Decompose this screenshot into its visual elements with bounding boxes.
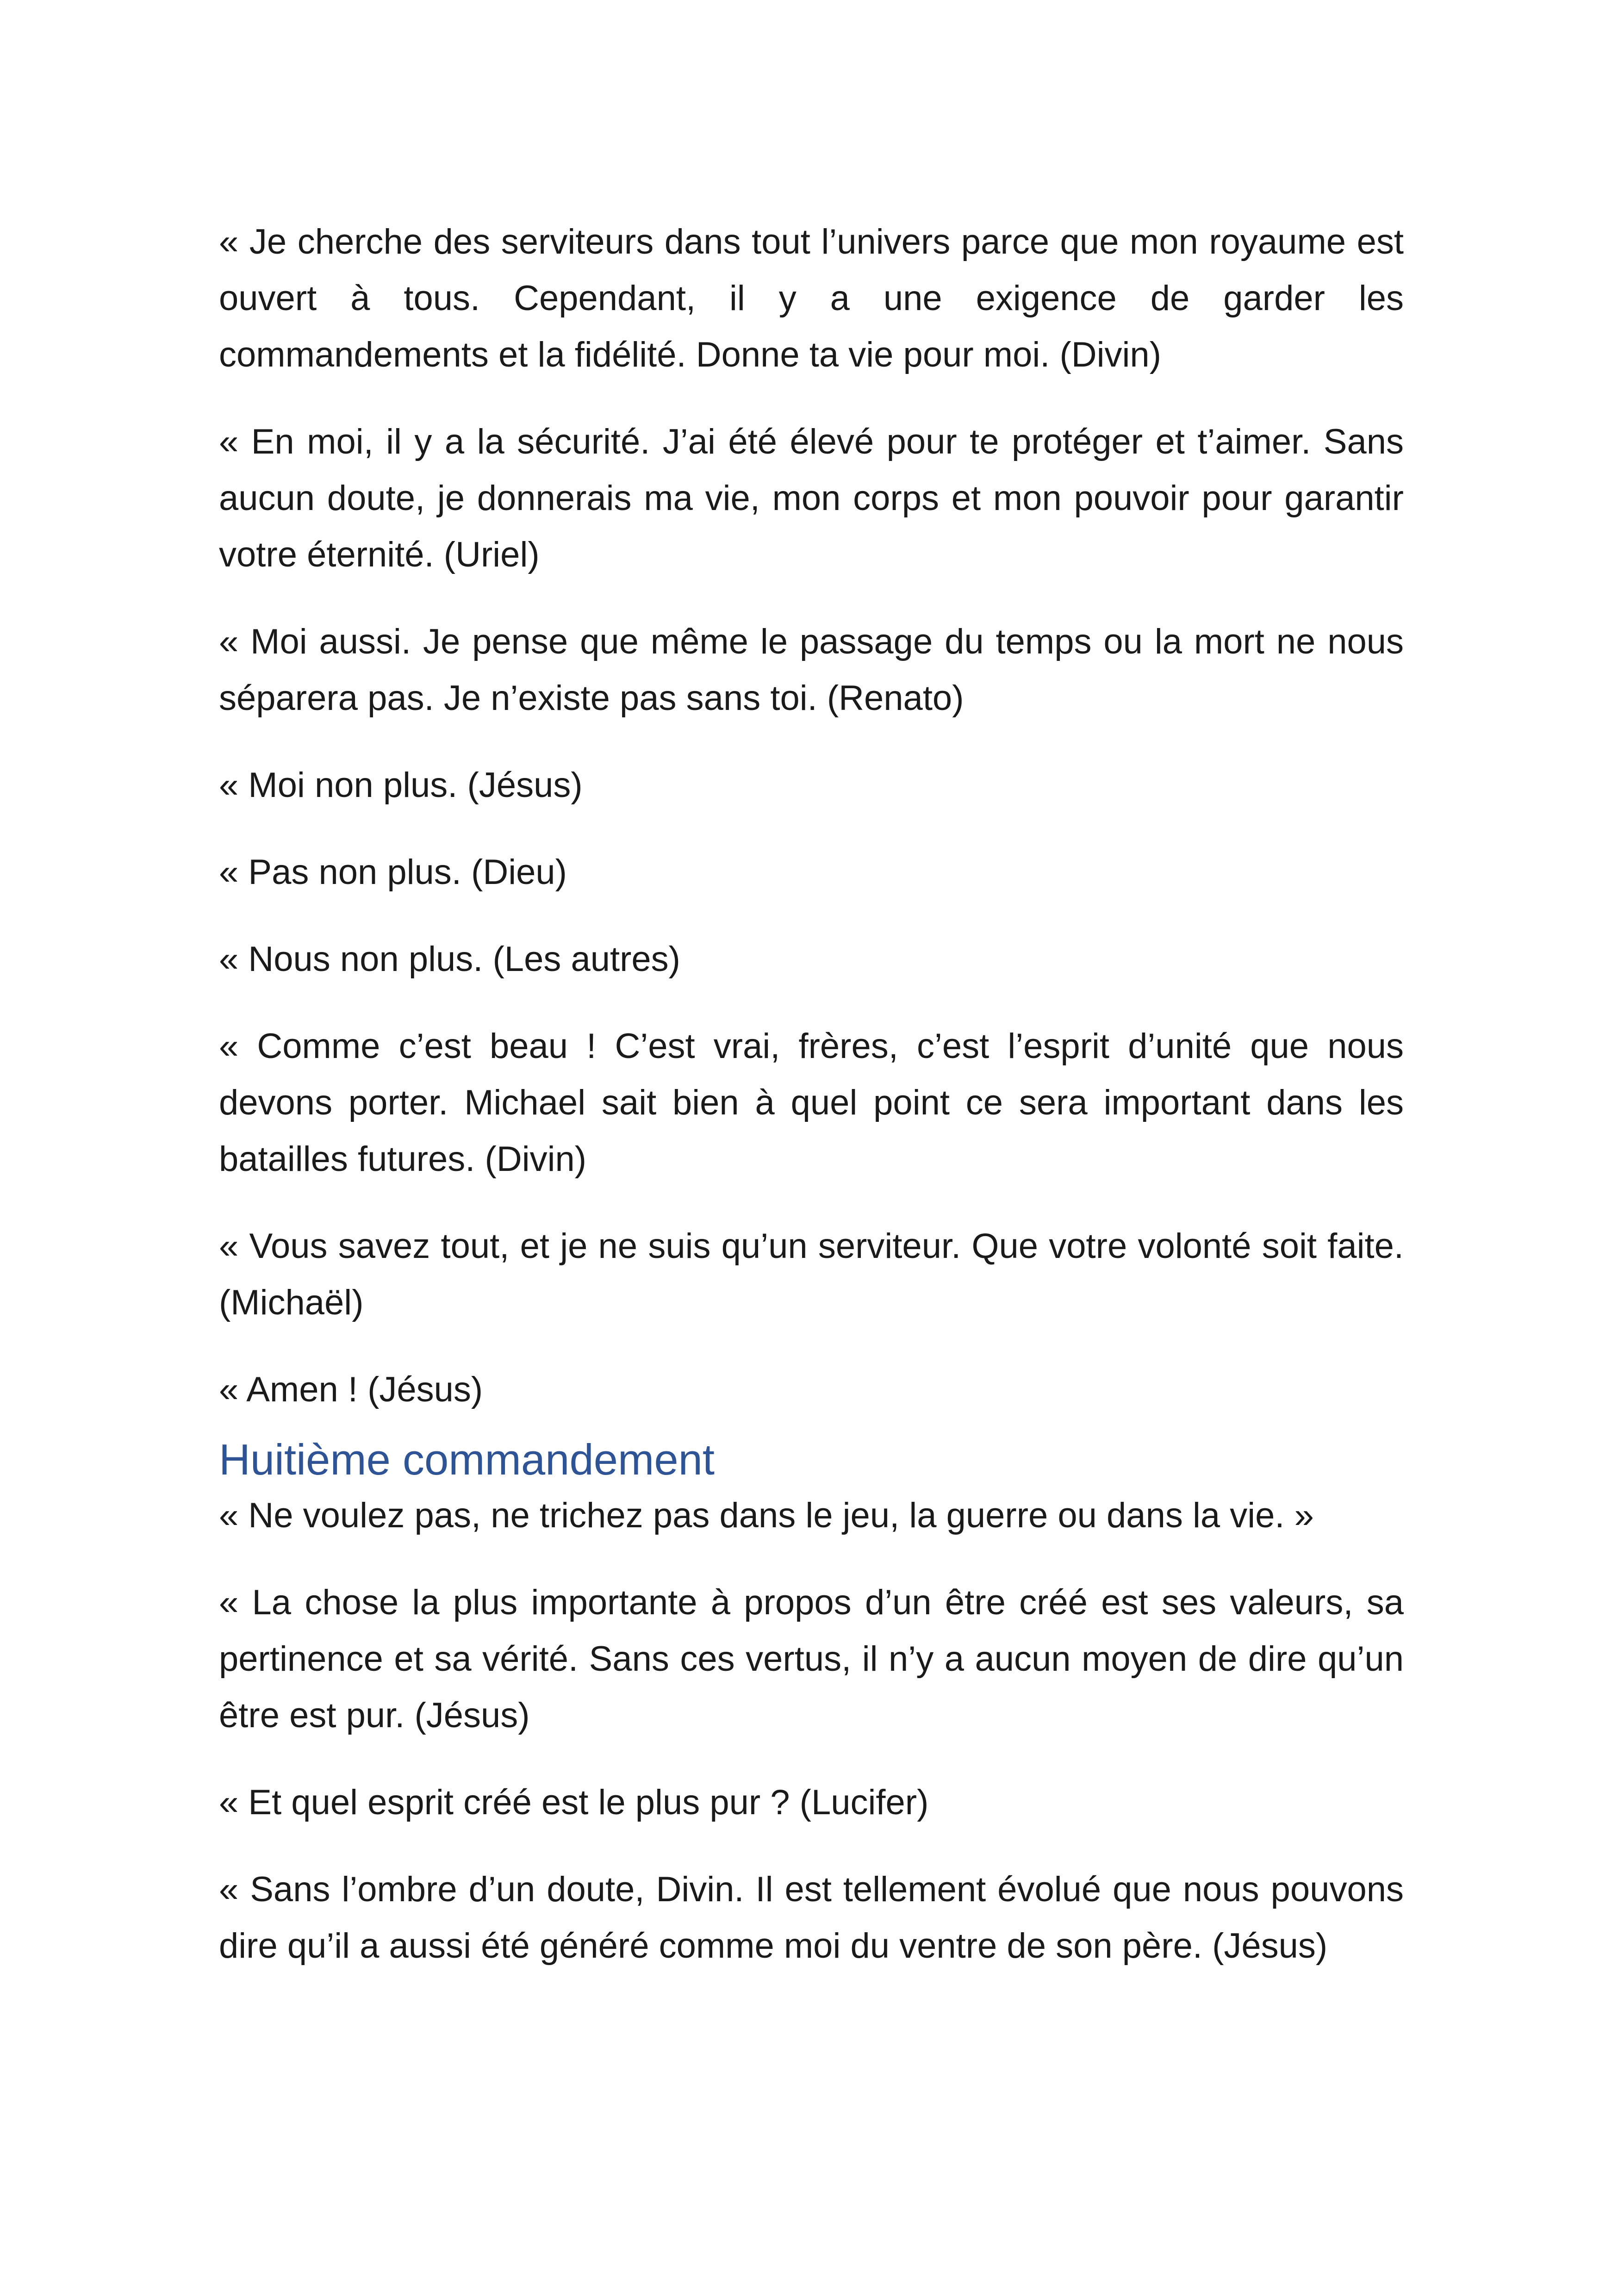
paragraph: « Nous non plus. (Les autres)	[219, 940, 680, 979]
paragraph: « En moi, il y a la sécurité. J’ai été élevé pour te protéger et t’aimer. Sans aucun doute, je donnerais ma vie, mon corps et mon pouvoir pour garantir votre éternité. (Uriel)	[219, 422, 1404, 574]
paragraph: « Sans l’ombre d’un doute, Divin. Il est tellement évolué que nous pouvons dire qu’il a aussi été généré comme moi du ventre de son père. (Jésus)	[219, 1870, 1404, 1966]
paragraph: « Et quel esprit créé est le plus pur ? (Lucifer)	[219, 1783, 929, 1822]
paragraph: « Je cherche des serviteurs dans tout l’univers parce que mon royaume est ouvert à tous. Cependant, il y a une exigence de garder les commandements et la fidélité. Donne ta vie pour moi. (Divin)	[219, 222, 1404, 374]
section-heading: Huitième commandement	[219, 1435, 715, 1484]
paragraph: « Pas non plus. (Dieu)	[219, 852, 567, 892]
paragraph: « Ne voulez pas, ne trichez pas dans le jeu, la guerre ou dans la vie. »	[219, 1496, 1314, 1535]
paragraph: « Amen ! (Jésus)	[219, 1370, 483, 1409]
paragraph: « Vous savez tout, et je ne suis qu’un serviteur. Que votre volonté soit faite. (Michaël)	[219, 1226, 1404, 1322]
paragraph: « Moi non plus. (Jésus)	[219, 765, 583, 805]
paragraph: « La chose la plus importante à propos d’un être créé est ses valeurs, sa pertinence et sa vérité. Sans ces vertus, il n’y a aucun moyen de dire qu’un être est pur. (Jésus)	[219, 1583, 1404, 1735]
paragraph: « Moi aussi. Je pense que même le passage du temps ou la mort ne nous séparera pas. Je n’existe pas sans toi. (Renato)	[219, 622, 1404, 718]
paragraph: « Comme c’est beau ! C’est vrai, frères, c’est l’esprit d’unité que nous devons porter. Michael sait bien à quel point ce sera important dans les batailles futures. (Divin)	[219, 1027, 1404, 1179]
document-body	[219, 214, 1404, 1974]
